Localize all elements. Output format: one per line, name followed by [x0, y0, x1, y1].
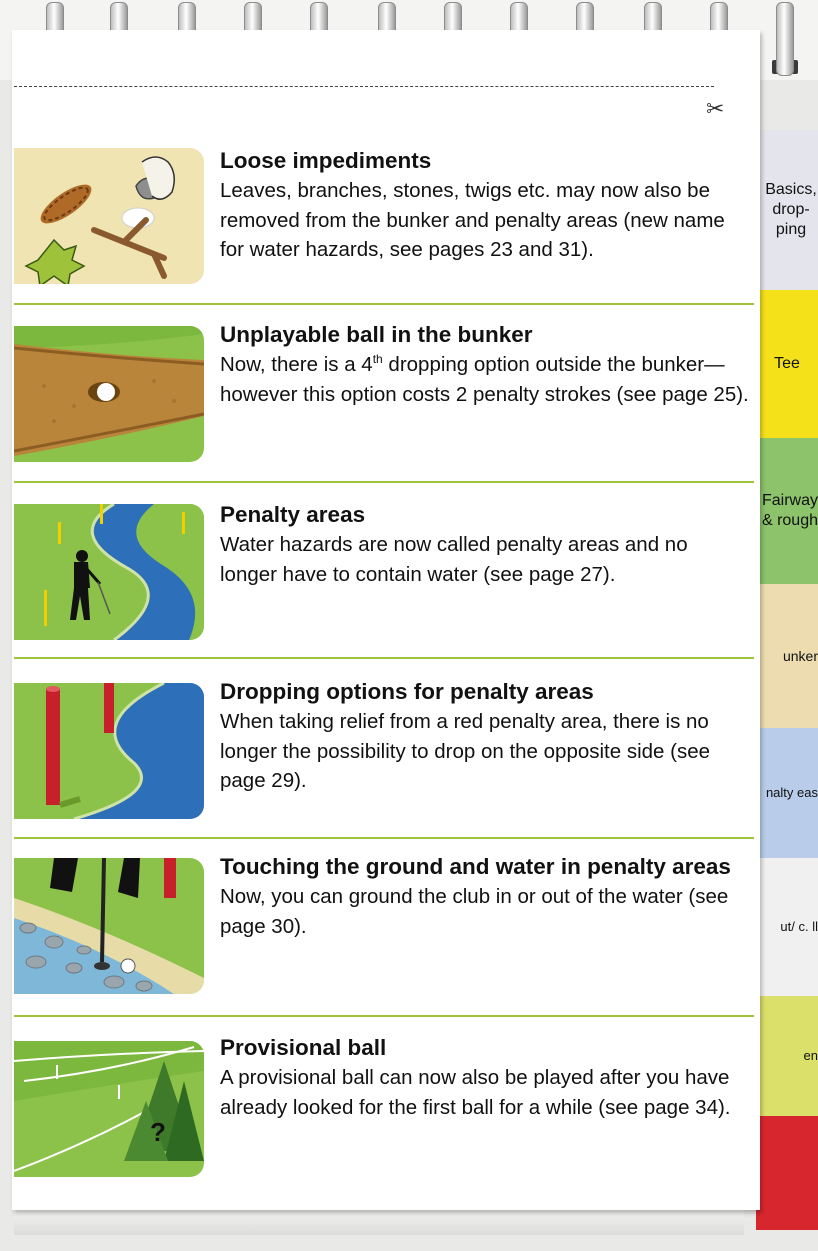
section-divider	[14, 481, 754, 483]
entry-title: Touching the ground and water in penalty areas	[220, 854, 731, 879]
tab-label: ut/ c. ll	[780, 919, 818, 934]
tab-label: unker	[782, 648, 818, 664]
illustration-dropping-options	[14, 683, 204, 819]
tab-label: Fairway & rough	[761, 492, 818, 529]
tab-rules[interactable]	[756, 1116, 818, 1230]
section-divider	[14, 1015, 754, 1017]
entry-body: Leaves, branches, stones, twigs etc. may now also be removed from the bunker and penalty areas (new name for water hazards, see pages 23 and 31).	[220, 179, 725, 261]
section-divider	[14, 303, 754, 305]
illustration-loose-impediments	[14, 148, 204, 284]
entry-body: A provisional ball can now also be played after you have already looked for the first ball for a while (see page 34).	[220, 1066, 731, 1119]
entry-body: When taking relief from a red penalty area, there is no longer the possibility to drop on the opposite side (see page 29).	[220, 710, 711, 792]
scissors-icon: ✂	[706, 96, 725, 121]
tab-label: nalty eas	[765, 785, 818, 800]
entry-penalty-areas	[14, 500, 754, 650]
entry-unplayable-ball	[14, 322, 754, 472]
tab-label: Tee	[774, 355, 800, 372]
tab-bunker[interactable]	[756, 584, 818, 728]
entry-body: Now, you can ground the club in or out of the water (see page 30).	[220, 885, 729, 938]
binding-ring	[776, 2, 794, 76]
illustration-unplayable-ball	[14, 326, 204, 462]
tab-basics[interactable]	[756, 130, 818, 290]
entry-touching-ground	[14, 852, 754, 1002]
entry-title: Dropping options for penalty areas	[220, 679, 594, 704]
entry-body: Water hazards are now called penalty areas and no longer have to contain water (see page 27).	[220, 533, 688, 586]
illustration-penalty-areas	[14, 504, 204, 640]
entry-dropping-options	[14, 677, 754, 827]
section-divider	[14, 657, 754, 659]
entry-provisional-ball	[14, 1033, 754, 1183]
golf-ball-icon	[121, 959, 135, 973]
entry-title: Penalty areas	[220, 502, 366, 527]
entry-loose-impediments	[14, 146, 754, 296]
entry-title: Unplayable ball in the bunker	[220, 322, 533, 347]
illustration-provisional-ball	[14, 1041, 204, 1177]
entry-title: Provisional ball	[220, 1035, 387, 1060]
section-divider	[14, 837, 754, 839]
illustration-touching-ground	[14, 858, 204, 994]
tab-label: Basics, drop-ping	[765, 181, 817, 238]
entry-title: Loose impediments	[220, 148, 432, 173]
cut-line	[14, 86, 714, 87]
question-mark: ?	[150, 1117, 166, 1147]
golf-ball-icon	[88, 382, 120, 402]
entry-body: Now, there is a 4th dropping option outside the bunker—however this option costs 2 penalty strokes (see page 25).	[220, 352, 749, 406]
tab-fairway[interactable]	[756, 438, 818, 584]
section-tabs	[756, 130, 818, 1230]
tab-green[interactable]	[756, 996, 818, 1116]
tab-out-of-bounds[interactable]	[756, 858, 818, 996]
tab-penalty-areas[interactable]	[756, 728, 818, 858]
tab-tee[interactable]	[756, 290, 818, 438]
tab-label: en	[803, 1048, 818, 1063]
